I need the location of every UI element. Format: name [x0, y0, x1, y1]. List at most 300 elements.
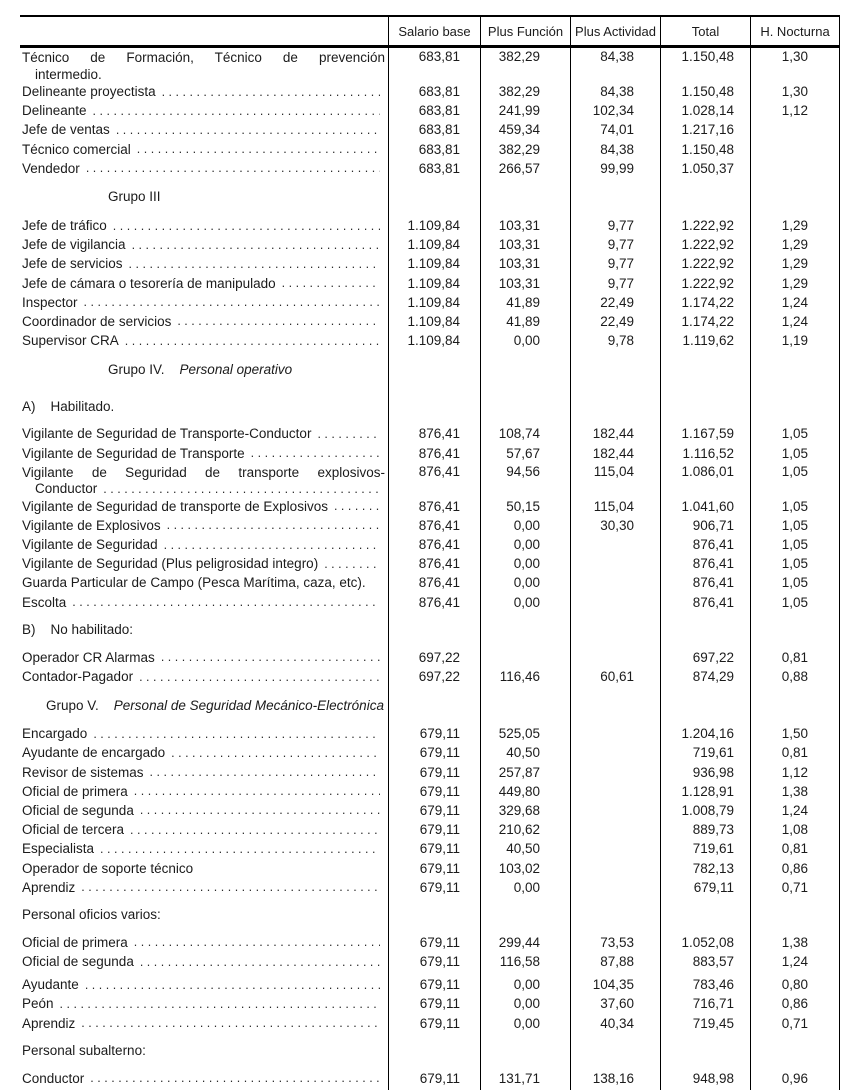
cell-salario-base: 876,41 — [388, 497, 480, 516]
row-label-cell — [20, 216, 388, 235]
cell-total: 1.150,48 — [660, 82, 750, 101]
cell-plus-actividad — [570, 388, 660, 424]
row-label: Operador CR Alarmas — [22, 649, 155, 665]
cell-salario-base: 697,22 — [388, 667, 480, 686]
row-label-cell — [20, 554, 388, 573]
cell-total: 719,61 — [660, 839, 750, 858]
dot-leader — [72, 595, 380, 609]
cell-plus-funcion: 266,57 — [480, 159, 570, 178]
row-label-cell — [20, 516, 388, 535]
cell-plus-funcion: 103,02 — [480, 858, 570, 877]
cell-plus-funcion: 40,50 — [480, 839, 570, 858]
table-row — [20, 101, 840, 120]
cell-salario-base — [388, 897, 480, 933]
cell-h-nocturna — [750, 350, 840, 388]
row-label-cell — [20, 101, 388, 120]
dot-leader — [150, 765, 380, 779]
cell-total: 1.086,01 — [660, 463, 750, 497]
table-row — [20, 235, 840, 254]
cell-plus-actividad — [570, 897, 660, 933]
row-label-cell — [20, 878, 388, 897]
cell-plus-funcion: 0,00 — [480, 554, 570, 573]
cell-salario-base: 876,41 — [388, 593, 480, 612]
header-cell-salario-base: Salario base — [388, 17, 480, 45]
row-label-cell — [20, 743, 388, 762]
cell-plus-funcion: 0,00 — [480, 516, 570, 535]
cell-total: 719,61 — [660, 743, 750, 762]
cell-salario-base: 876,41 — [388, 463, 480, 497]
dot-leader — [85, 978, 380, 992]
cell-h-nocturna: 1,29 — [750, 235, 840, 254]
cell-h-nocturna: 1,29 — [750, 216, 840, 235]
row-label-line1: Vigilante de Seguridad de transporte explosivos- — [22, 464, 385, 480]
dot-leader — [93, 104, 380, 118]
row-label-cell — [20, 312, 388, 331]
cell-total: 782,13 — [660, 858, 750, 877]
table-row-two-line — [20, 463, 840, 497]
cell-salario-base: 683,81 — [388, 101, 480, 120]
cell-salario-base: 1.109,84 — [388, 254, 480, 273]
row-label-cell — [20, 724, 388, 743]
table-row — [20, 820, 840, 839]
group-header-row — [20, 178, 840, 216]
cell-salario-base: 683,81 — [388, 159, 480, 178]
group-title: Grupo IV. — [108, 361, 165, 377]
dot-leader — [90, 1071, 380, 1085]
cell-salario-base: 683,81 — [388, 48, 480, 82]
cell-plus-funcion: 0,00 — [480, 593, 570, 612]
table-header-row — [20, 15, 840, 48]
row-label: Jefe de tráfico — [22, 218, 107, 234]
dot-leader — [137, 142, 380, 156]
table-row-two-line — [20, 48, 840, 82]
cell-plus-actividad: 73,53 — [570, 933, 660, 952]
row-label: Delineante proyectista — [22, 84, 156, 100]
dot-leader — [60, 997, 380, 1011]
row-label-cell — [20, 782, 388, 801]
cell-salario-base: 679,11 — [388, 820, 480, 839]
row-label: Vigilante de Seguridad de Transporte-Conductor — [22, 426, 312, 442]
row-label-line2 — [22, 481, 388, 497]
subsection-header-cell — [20, 612, 388, 648]
row-label: Aprendiz — [22, 1015, 76, 1031]
cell-h-nocturna: 0,96 — [750, 1069, 840, 1088]
row-label-cell — [20, 667, 388, 686]
cell-h-nocturna: 0,81 — [750, 743, 840, 762]
cell-plus-funcion: 108,74 — [480, 424, 570, 443]
row-label: Oficial de primera — [22, 783, 128, 799]
cell-h-nocturna — [750, 159, 840, 178]
dot-leader — [140, 803, 380, 817]
cell-plus-actividad: 9,77 — [570, 235, 660, 254]
row-label-cell — [20, 443, 388, 462]
cell-total: 1.222,92 — [660, 274, 750, 293]
cell-h-nocturna: 1,29 — [750, 274, 840, 293]
cell-plus-funcion: 299,44 — [480, 933, 570, 952]
cell-total: 1.174,22 — [660, 293, 750, 312]
row-label: Vigilante de Seguridad de Transporte — [22, 445, 245, 461]
header-cell-plus-actividad: Plus Actividad — [570, 17, 660, 45]
table-row — [20, 878, 840, 897]
cell-salario-base: 679,11 — [388, 782, 480, 801]
cell-plus-funcion: 241,99 — [480, 101, 570, 120]
cell-salario-base — [388, 388, 480, 424]
dot-leader — [134, 784, 380, 798]
cell-salario-base: 679,11 — [388, 933, 480, 952]
dot-leader — [167, 518, 380, 532]
cell-salario-base: 876,41 — [388, 573, 480, 592]
cell-h-nocturna: 1,05 — [750, 516, 840, 535]
cell-plus-funcion — [480, 388, 570, 424]
row-label-cell — [20, 994, 388, 1013]
cell-salario-base: 679,11 — [388, 975, 480, 994]
cell-h-nocturna: 1,08 — [750, 820, 840, 839]
cell-h-nocturna: 1,24 — [750, 312, 840, 331]
table-row — [20, 159, 840, 178]
cell-plus-funcion: 0,00 — [480, 994, 570, 1013]
cell-plus-actividad — [570, 763, 660, 782]
cell-h-nocturna: 1,38 — [750, 933, 840, 952]
cell-plus-funcion: 0,00 — [480, 535, 570, 554]
row-label-continuation: Conductor — [35, 481, 98, 497]
cell-salario-base: 1.109,84 — [388, 216, 480, 235]
cell-plus-actividad — [570, 878, 660, 897]
cell-total: 876,41 — [660, 535, 750, 554]
cell-h-nocturna: 1,12 — [750, 101, 840, 120]
cell-h-nocturna: 0,71 — [750, 878, 840, 897]
dot-leader — [86, 161, 380, 175]
cell-plus-funcion: 0,00 — [480, 573, 570, 592]
cell-plus-actividad: 84,38 — [570, 82, 660, 101]
row-label-cell — [20, 535, 388, 554]
cell-salario-base: 679,11 — [388, 801, 480, 820]
cell-total: 1.222,92 — [660, 216, 750, 235]
row-label-cell — [20, 858, 388, 877]
cell-plus-actividad: 9,77 — [570, 216, 660, 235]
cell-plus-actividad: 9,78 — [570, 331, 660, 350]
header-cell-plus-funcion: Plus Función — [480, 17, 570, 45]
cell-h-nocturna — [750, 1033, 840, 1069]
table-body — [20, 48, 840, 1090]
cell-plus-funcion: 131,71 — [480, 1069, 570, 1088]
subsection-title: Personal subalterno: — [22, 1043, 146, 1059]
cell-h-nocturna: 1,05 — [750, 424, 840, 443]
table-row — [20, 782, 840, 801]
row-label-continuation: intermedio. — [35, 66, 102, 82]
dot-leader — [161, 650, 380, 664]
row-label-cell — [20, 293, 388, 312]
cell-plus-actividad — [570, 724, 660, 743]
cell-total — [660, 388, 750, 424]
cell-plus-funcion: 57,67 — [480, 443, 570, 462]
row-label-cell — [20, 159, 388, 178]
cell-total: 716,71 — [660, 994, 750, 1013]
subsection-prefix: A) — [22, 398, 36, 414]
row-label: Contador-Pagador — [22, 669, 134, 685]
cell-plus-actividad — [570, 686, 660, 724]
cell-total: 1.150,48 — [660, 48, 750, 82]
cell-plus-funcion: 116,58 — [480, 952, 570, 971]
cell-h-nocturna: 1,05 — [750, 535, 840, 554]
cell-h-nocturna: 0,81 — [750, 839, 840, 858]
cell-plus-actividad — [570, 782, 660, 801]
cell-plus-funcion — [480, 1033, 570, 1069]
table-row — [20, 994, 840, 1013]
cell-total — [660, 178, 750, 216]
cell-plus-actividad: 9,77 — [570, 274, 660, 293]
row-label: Vendedor — [22, 160, 80, 176]
row-label-cell — [20, 763, 388, 782]
subsection-title: Personal oficios varios: — [22, 907, 161, 923]
cell-plus-funcion: 329,68 — [480, 801, 570, 820]
cell-salario-base — [388, 1033, 480, 1069]
row-label-cell — [20, 593, 388, 612]
cell-total: 1.041,60 — [660, 497, 750, 516]
cell-h-nocturna: 0,86 — [750, 994, 840, 1013]
row-label-cell — [20, 424, 388, 443]
cell-plus-funcion: 103,31 — [480, 254, 570, 273]
cell-plus-actividad: 102,34 — [570, 101, 660, 120]
table-row — [20, 743, 840, 762]
cell-salario-base: 1.109,84 — [388, 331, 480, 350]
cell-total: 1.222,92 — [660, 254, 750, 273]
cell-plus-actividad: 22,49 — [570, 312, 660, 331]
cell-plus-actividad — [570, 1033, 660, 1069]
header-cell-h-nocturna: H. Nocturna — [750, 17, 840, 45]
cell-salario-base: 1.109,84 — [388, 274, 480, 293]
cell-total: 1.167,59 — [660, 424, 750, 443]
row-label-cell — [20, 975, 388, 994]
cell-h-nocturna: 1,05 — [750, 554, 840, 573]
cell-total: 679,11 — [660, 878, 750, 897]
row-label: Jefe de ventas — [22, 122, 110, 138]
cell-h-nocturna: 1,24 — [750, 293, 840, 312]
table-row — [20, 312, 840, 331]
cell-h-nocturna: 0,86 — [750, 858, 840, 877]
dot-leader — [125, 334, 380, 348]
cell-salario-base: 876,41 — [388, 443, 480, 462]
cell-salario-base: 679,11 — [388, 839, 480, 858]
cell-plus-funcion: 41,89 — [480, 293, 570, 312]
subsection-header-row — [20, 612, 840, 648]
group-header-row — [20, 686, 840, 724]
cell-h-nocturna: 1,38 — [750, 782, 840, 801]
row-label-cell — [20, 573, 388, 592]
cell-plus-funcion: 103,31 — [480, 274, 570, 293]
dot-leader — [177, 314, 380, 328]
cell-total: 697,22 — [660, 648, 750, 667]
cell-total: 1.222,92 — [660, 235, 750, 254]
table-row — [20, 952, 840, 971]
cell-h-nocturna: 1,12 — [750, 763, 840, 782]
row-label: Operador de soporte técnico — [22, 860, 194, 876]
cell-plus-actividad — [570, 648, 660, 667]
cell-salario-base: 679,11 — [388, 763, 480, 782]
cell-total: 1.119,62 — [660, 331, 750, 350]
row-label: Supervisor CRA — [22, 333, 119, 349]
row-label-cell — [20, 235, 388, 254]
dot-leader — [251, 446, 380, 460]
dot-leader — [100, 842, 380, 856]
cell-h-nocturna: 1,30 — [750, 48, 840, 82]
cell-total: 1.150,48 — [660, 140, 750, 159]
cell-plus-actividad: 87,88 — [570, 952, 660, 971]
row-label-cell — [20, 82, 388, 101]
cell-h-nocturna: 1,19 — [750, 331, 840, 350]
cell-h-nocturna: 1,29 — [750, 254, 840, 273]
subsection-header-row — [20, 897, 840, 933]
cell-total: 883,57 — [660, 952, 750, 971]
cell-plus-actividad — [570, 350, 660, 388]
header-cell-empty — [20, 17, 388, 45]
cell-total — [660, 1033, 750, 1069]
cell-h-nocturna — [750, 120, 840, 139]
cell-plus-funcion: 382,29 — [480, 82, 570, 101]
table-row — [20, 975, 840, 994]
cell-plus-actividad: 84,38 — [570, 48, 660, 82]
cell-total: 876,41 — [660, 593, 750, 612]
cell-plus-funcion — [480, 350, 570, 388]
cell-salario-base: 679,11 — [388, 952, 480, 971]
dot-leader — [113, 219, 380, 233]
dot-leader — [164, 538, 380, 552]
cell-h-nocturna: 1,05 — [750, 497, 840, 516]
row-label-cell — [20, 463, 388, 497]
row-label: Escolta — [22, 594, 67, 610]
cell-plus-actividad: 115,04 — [570, 463, 660, 497]
cell-total: 1.008,79 — [660, 801, 750, 820]
cell-plus-actividad: 37,60 — [570, 994, 660, 1013]
row-label: Aprendiz — [22, 879, 76, 895]
row-label: Peón — [22, 996, 54, 1012]
row-label-cell — [20, 140, 388, 159]
dot-leader — [103, 481, 380, 497]
row-label: Inspector — [22, 294, 78, 310]
cell-total — [660, 897, 750, 933]
cell-plus-actividad — [570, 573, 660, 592]
row-label: Ayudante — [22, 977, 79, 993]
row-label-cell — [20, 48, 388, 82]
cell-salario-base: 683,81 — [388, 120, 480, 139]
subsection-prefix: B) — [22, 622, 36, 638]
cell-plus-funcion — [480, 612, 570, 648]
dot-leader — [134, 935, 380, 949]
row-label-cell — [20, 274, 388, 293]
cell-total: 889,73 — [660, 820, 750, 839]
row-label: Especialista — [22, 841, 95, 857]
row-label: Técnico comercial — [22, 141, 131, 157]
table-row — [20, 82, 840, 101]
group-header-cell — [20, 686, 388, 724]
cell-salario-base — [388, 686, 480, 724]
cell-salario-base: 876,41 — [388, 554, 480, 573]
cell-h-nocturna: 0,88 — [750, 667, 840, 686]
subsection-title: Habilitado. — [50, 398, 115, 414]
header-cell-total: Total — [660, 17, 750, 45]
subsection-title: No habilitado: — [50, 622, 134, 638]
cell-total: 719,45 — [660, 1014, 750, 1033]
table-row — [20, 120, 840, 139]
cell-plus-funcion — [480, 897, 570, 933]
cell-total: 876,41 — [660, 573, 750, 592]
cell-plus-funcion: 116,46 — [480, 667, 570, 686]
cell-h-nocturna: 1,05 — [750, 443, 840, 462]
row-label-line2 — [22, 67, 388, 83]
row-label: Delineante — [22, 103, 87, 119]
cell-plus-actividad — [570, 801, 660, 820]
dot-leader — [129, 257, 380, 271]
row-label: Oficial de segunda — [22, 802, 134, 818]
cell-plus-actividad: 40,34 — [570, 1014, 660, 1033]
cell-salario-base: 679,11 — [388, 743, 480, 762]
row-label: Vigilante de Seguridad (Plus peligrosidad integro) — [22, 556, 319, 572]
dot-leader — [317, 427, 380, 441]
cell-h-nocturna — [750, 897, 840, 933]
cell-plus-actividad: 104,35 — [570, 975, 660, 994]
cell-h-nocturna — [750, 388, 840, 424]
cell-h-nocturna: 1,05 — [750, 593, 840, 612]
cell-salario-base: 876,41 — [388, 516, 480, 535]
row-label: Guarda Particular de Campo (Pesca Marítima, caza, etc). — [22, 575, 366, 591]
cell-total: 1.050,37 — [660, 159, 750, 178]
cell-plus-funcion: 382,29 — [480, 140, 570, 159]
table-row — [20, 1014, 840, 1033]
table-row — [20, 933, 840, 952]
row-label: Coordinador de servicios — [22, 313, 172, 329]
subsection-header-cell — [20, 897, 388, 933]
cell-h-nocturna: 0,80 — [750, 975, 840, 994]
cell-total: 948,98 — [660, 1069, 750, 1088]
cell-plus-funcion — [480, 686, 570, 724]
cell-plus-actividad — [570, 839, 660, 858]
cell-plus-actividad: 182,44 — [570, 443, 660, 462]
row-label: Vigilante de Seguridad — [22, 537, 158, 553]
row-label: Oficial de segunda — [22, 954, 134, 970]
cell-h-nocturna: 0,71 — [750, 1014, 840, 1033]
cell-h-nocturna: 1,50 — [750, 724, 840, 743]
cell-plus-actividad — [570, 858, 660, 877]
subsection-header-row — [20, 388, 840, 424]
cell-plus-actividad: 22,49 — [570, 293, 660, 312]
cell-salario-base: 679,11 — [388, 1014, 480, 1033]
dot-leader — [116, 123, 380, 137]
subsection-header-cell — [20, 1033, 388, 1069]
cell-plus-actividad: 138,16 — [570, 1069, 660, 1088]
cell-plus-funcion — [480, 178, 570, 216]
row-label-cell — [20, 254, 388, 273]
cell-total — [660, 686, 750, 724]
dot-leader — [132, 238, 380, 252]
cell-total — [660, 350, 750, 388]
row-label-cell — [20, 801, 388, 820]
cell-plus-funcion: 449,80 — [480, 782, 570, 801]
salary-table — [20, 15, 840, 1090]
cell-total: 1.217,16 — [660, 120, 750, 139]
table-row — [20, 1069, 840, 1088]
cell-plus-funcion: 257,87 — [480, 763, 570, 782]
cell-total: 906,71 — [660, 516, 750, 535]
cell-total: 1.204,16 — [660, 724, 750, 743]
cell-salario-base — [388, 178, 480, 216]
row-label-cell — [20, 952, 388, 971]
cell-total: 783,46 — [660, 975, 750, 994]
dot-leader — [139, 670, 380, 684]
cell-h-nocturna: 1,05 — [750, 463, 840, 497]
row-label: Revisor de sistemas — [22, 764, 144, 780]
dot-leader — [334, 499, 380, 513]
group-header-cell — [20, 350, 388, 388]
cell-h-nocturna: 1,30 — [750, 82, 840, 101]
